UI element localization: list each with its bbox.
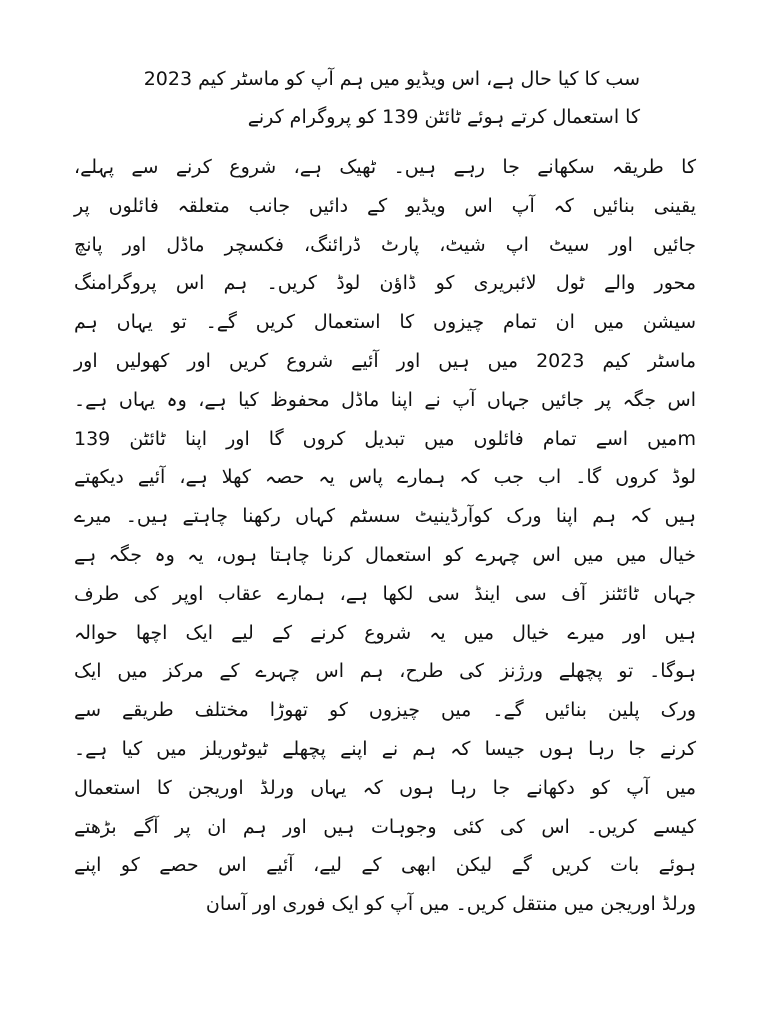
- body-line: سیشن میں ان تمام چیزوں کا استعمال کریں گے۔ تو یہاں ہم: [74, 311, 696, 334]
- body-line: ہوگا۔ تو پچھلے ورژنز کی طرح، ہم اس چہرے کے مرکز میں ایک: [74, 660, 696, 683]
- body-line: یقینی بنائیں کہ آپ اس ویڈیو کے دائیں جانب متعلقہ فائلوں پر: [74, 194, 696, 217]
- body-line: جائیں اور سیٹ اپ شیٹ، پارٹ ڈرائنگ، فکسچر ماڈل اور پانچ: [74, 233, 696, 256]
- body-line: کا طریقہ سکھانے جا رہے ہیں۔ ٹھیک ہے، شروع کرنے سے پہلے،: [74, 156, 696, 178]
- body-line: ورک پلین بنائیں گے۔ میں چیزوں کو تھوڑا مختلف طریقے سے: [74, 699, 696, 722]
- body-line: محور والے ٹول لائبریری کو ڈاؤن لوڈ کریں۔ ہم اس پروگرامنگ: [74, 272, 696, 295]
- body-line: ورلڈ اوریجن میں منتقل کریں۔ میں آپ کو ایک فوری اور آسان: [205, 893, 696, 916]
- intro-line: سب کا کیا حال ہے، اس ویڈیو میں ہم آپ کو ماسٹر کیم 2023: [143, 68, 640, 90]
- body-line: میں آپ کو دکھانے جا رہا ہوں کہ یہاں ورلڈ اوریجن کا استعمال: [74, 776, 696, 799]
- body-line: ماسٹر کیم 2023 میں ہیں اور آئیے شروع کریں اور کھولیں اور: [74, 349, 696, 372]
- body-line: خیال میں میں اس چہرے کو استعمال کرنا چاہتا ہوں، یہ وہ جگہ ہے: [74, 543, 696, 566]
- body-line: کیسے کریں۔ اس کی کئی وجوہات ہیں اور ہم ان پر آگے بڑھتے: [74, 815, 696, 838]
- body-line: جہاں ٹائٹنز آف سی اینڈ سی لکھا ہے، ہمارے عقاب اوپر کی طرف: [74, 582, 696, 605]
- body-line: اس جگہ پر جائیں جہاں آپ نے اپنا ماڈل محفوظ کیا ہے، وہ یہاں ہے۔: [74, 388, 696, 411]
- intro-line: کا استعمال کرتے ہوئے ٹائٹن 139 کو پروگرام کرنے: [247, 106, 640, 128]
- body-line: ہیں اور میرے خیال میں یہ شروع کرنے کے لیے ایک اچھا حوالہ: [74, 621, 696, 644]
- body-line: کرنے جا رہا ہوں جیسا کہ ہم نے اپنے پچھلے ٹیوٹوریلز میں کیا ہے۔: [74, 737, 696, 760]
- body-line: mمیں اسے تمام فائلوں میں تبدیل کروں گا اور اپنا ٹائٹن 139: [74, 427, 696, 450]
- body-line: لوڈ کروں گا۔ اب جب کہ ہمارے پاس یہ حصہ کھلا ہے، آئیے دیکھتے: [74, 466, 696, 489]
- document-intro: [40, 60, 640, 136]
- body-line: ہوئے بات کریں گے لیکن ابھی کے لیے، آئیے اس حصے کو اپنے: [74, 854, 696, 877]
- body-line: ہیں کہ ہم اپنا ورک کوآرڈینیٹ سسٹم کہاں رکھنا چاہتے ہیں۔ میرے: [74, 505, 696, 528]
- document-body: [74, 148, 696, 924]
